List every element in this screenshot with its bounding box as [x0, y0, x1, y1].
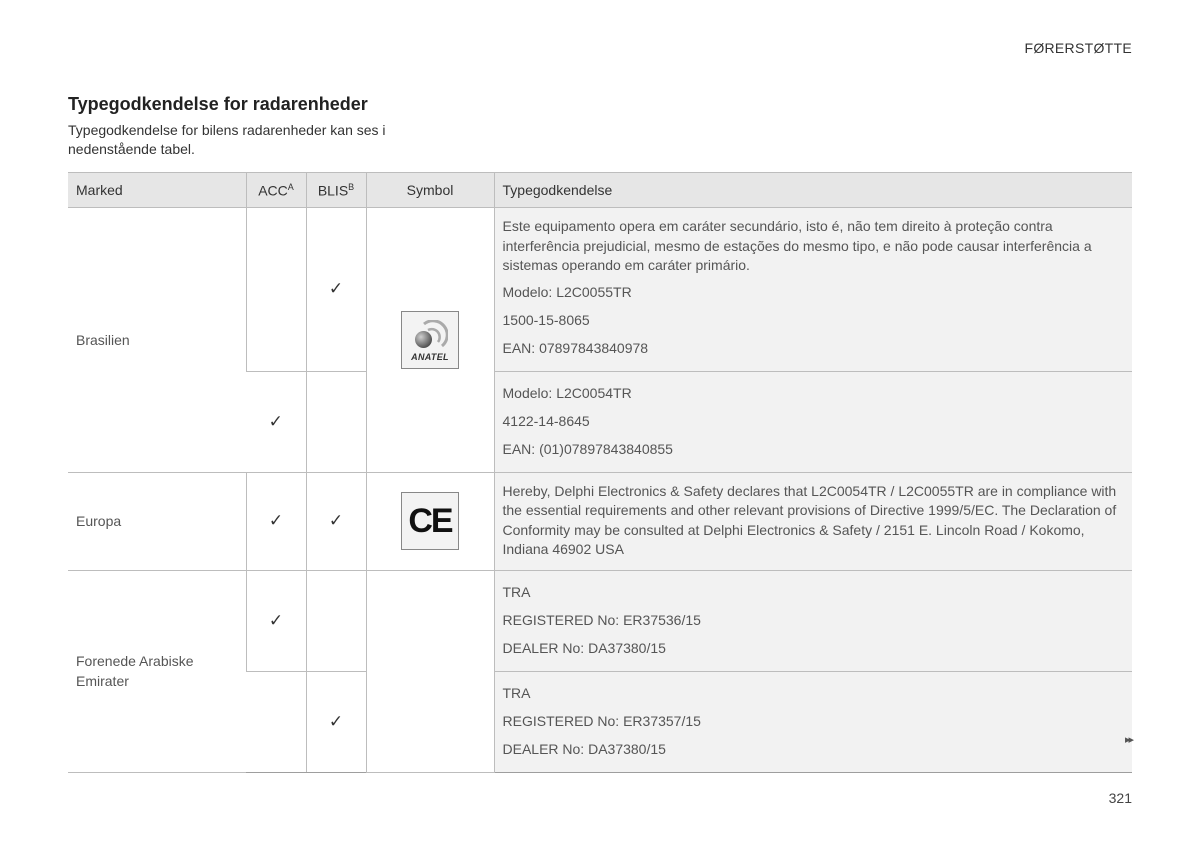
- approval-cell: [494, 671, 1132, 772]
- approval-line: EAN: (01)07897843840855: [502, 440, 673, 457]
- approval-cell: [494, 208, 1132, 372]
- table-header-row: [68, 173, 1132, 208]
- approval-cell: [494, 472, 1132, 570]
- symbol-cell: [366, 472, 494, 570]
- acc-cell: ✓: [246, 371, 306, 472]
- market-cell: Forenede Arabiske Emirater: [68, 570, 246, 772]
- approval-line: Modelo: L2C0055TR: [502, 283, 632, 300]
- symbol-cell: [366, 570, 494, 772]
- section-label: FØRERSTØTTE: [1024, 40, 1132, 56]
- acc-cell: ✓: [246, 472, 306, 570]
- approval-line: TRA: [502, 684, 531, 701]
- table-row: [68, 472, 1132, 570]
- approval-line: TRA: [502, 583, 531, 600]
- table-row: [68, 570, 1132, 671]
- header-symbol: Symbol: [366, 173, 494, 208]
- header-market: Marked: [68, 173, 246, 208]
- table-row: [68, 208, 1132, 372]
- approval-line: DEALER No: DA37380/15: [502, 639, 666, 656]
- approval-cell: [494, 371, 1132, 472]
- intro-text: Typegodkendelse for bilens radarenheder kan ses i nedenstående tabel.: [68, 122, 386, 157]
- market-cell: Brasilien: [68, 208, 246, 473]
- header-acc: $ACC^A$: [246, 173, 306, 208]
- header-blis: $BLIS^B$: [306, 173, 366, 208]
- blis-cell: ✓: [306, 671, 366, 772]
- blis-cell: [306, 570, 366, 671]
- approval-line: 4122-14-8645: [502, 412, 590, 429]
- market-cell: Europa: [68, 472, 246, 570]
- blis-cell: [306, 371, 366, 472]
- header-approval: Typegodkendelse: [494, 173, 1132, 208]
- acc-cell: [246, 208, 306, 372]
- approval-text: Este equipamento opera em caráter secundário, isto é, não tem direito à proteção contra interferência prejudicial, mesmo de estações do mesmo tipo, e não pode causar interferência a sistemas operando em caráter primário.: [502, 218, 1092, 273]
- page-title: Typegodkendelse for radarenheder: [68, 94, 368, 114]
- acc-cell: ✓: [246, 570, 306, 671]
- ce-mark-icon: CE: [401, 492, 459, 550]
- approval-cell: [494, 570, 1132, 671]
- blis-cell: ✓: [306, 208, 366, 372]
- approval-text: Hereby, Delphi Electronics & Safety declares that L2C0054TR / L2C0055TR are in compliance with the essential requirements and other relevant provisions of Directive 1999/5/EC. The Declaration of Conformity may be consulted at Delphi Electronics & Safety / 2151 E. Lincoln Road / Kokomo, Indiana 46902 USA: [502, 482, 1117, 557]
- approval-line: EAN: 07897843840978: [502, 339, 649, 356]
- approval-line: DEALER No: DA37380/15: [502, 740, 666, 757]
- page-number: 321: [1108, 790, 1132, 806]
- approval-line: REGISTERED No: ER37357/15: [502, 712, 701, 729]
- symbol-cell: [366, 208, 494, 473]
- approval-line: REGISTERED No: ER37536/15: [502, 611, 701, 628]
- blis-cell: ✓: [306, 472, 366, 570]
- radar-approval-table: [68, 172, 1132, 773]
- approval-line: 1500-15-8065: [502, 311, 590, 328]
- approval-line: Modelo: L2C0054TR: [502, 384, 632, 401]
- double-arrow-right-icon: ▸▸: [1124, 734, 1132, 746]
- acc-cell: [246, 671, 306, 772]
- anatel-logo-icon: ANATEL: [401, 311, 459, 369]
